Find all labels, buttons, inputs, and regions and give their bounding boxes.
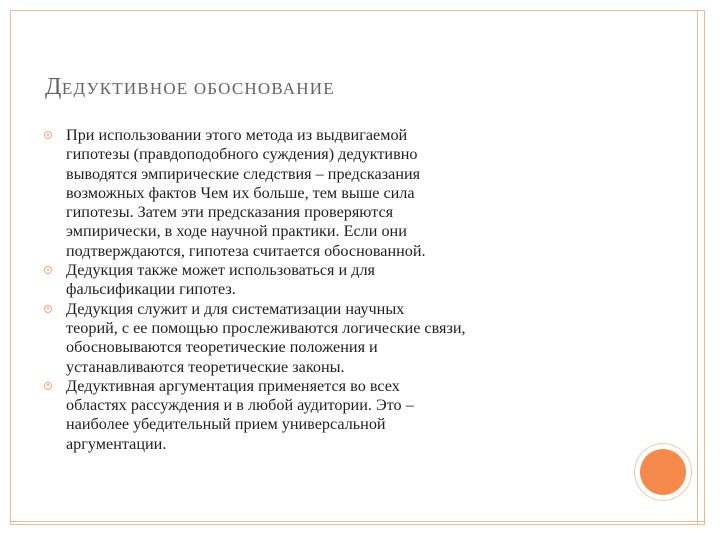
frame-right-line [697, 10, 698, 525]
bullet-circle-icon [44, 266, 52, 274]
bullet-line: Дедукция также может использоваться и для [66, 261, 375, 280]
bullet-circle-icon [44, 131, 52, 139]
slide-title-rest: ЕДУКТИВНОЕ ОБОСНОВАНИЕ [61, 79, 335, 98]
bullet-line: обосновываются теоретические положения и [66, 338, 378, 357]
bullet-line: областях рассуждения и в любой аудитории. Это – [66, 396, 414, 415]
bullet-item [42, 300, 632, 377]
bullet-line: возможных фактов Чем их больше, тем выше сила [66, 183, 415, 202]
bullet-line: эмпирически, в ходе научной практики. Если они [66, 222, 407, 241]
bullet-circle-icon [44, 382, 52, 390]
bullet-line: При использовании этого метода из выдвигаемой [66, 126, 408, 144]
bullet-line: фальсификации гипотез. [66, 280, 236, 299]
bullet-line: теорий, с ее помощью прослеживаются логические связи, [66, 318, 466, 337]
bullet-line: Дедуктивная аргументация применяется во всех [66, 376, 400, 395]
bullet-line: выводятся эмпирические следствия – предсказания [66, 164, 421, 183]
bullet-line: наиболее убедительный прием универсальной [66, 415, 386, 434]
bullet-item [42, 126, 632, 261]
bullet-item [42, 377, 632, 454]
bullet-line: аргументации. [66, 434, 167, 453]
bullet-item [42, 261, 632, 300]
bullet-line: подтверждаются, гипотеза считается обоснованной. [66, 241, 426, 260]
bullet-line: Дедукция служит и для систематизации научных [66, 299, 405, 318]
slide-title [45, 74, 335, 101]
bullet-line: устанавливаются теоретические законы. [66, 357, 345, 376]
decorative-circle-icon [640, 449, 686, 495]
bullet-line: гипотезы. Затем эти предсказания проверяются [66, 203, 394, 222]
bullet-line: гипотезы (правдоподобного суждения) дедуктивно [66, 145, 418, 164]
bullet-list [42, 126, 632, 454]
slide-title-initial: Д [45, 74, 62, 100]
frame-bottom-line [10, 521, 705, 522]
bullet-circle-icon [44, 305, 52, 313]
